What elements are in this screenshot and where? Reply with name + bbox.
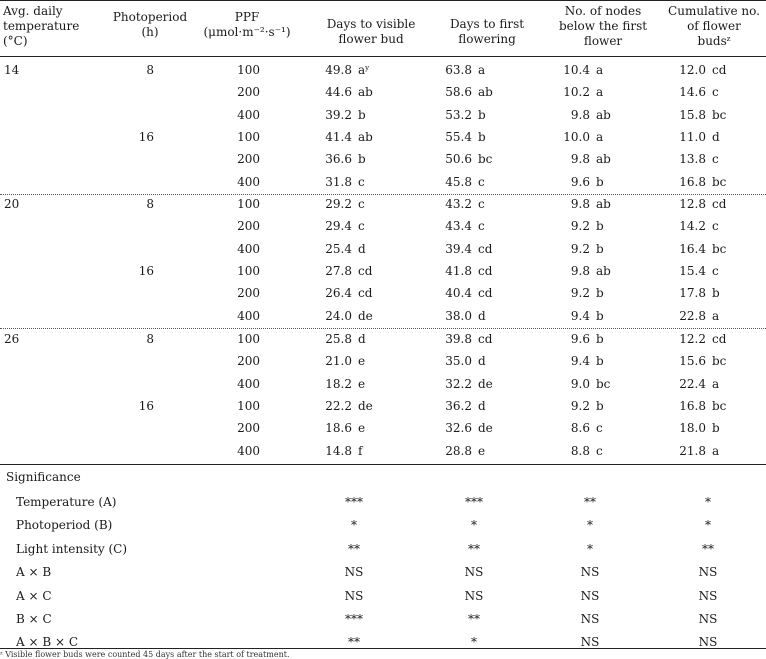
significance-factor-label: A × C	[16, 588, 52, 603]
cumulative-buds-letter: c	[712, 263, 719, 278]
days-first-flowering-value: 53.2	[445, 107, 472, 122]
cumulative-buds-value: 15.6	[679, 354, 706, 369]
ppf-cell: 100	[237, 197, 260, 211]
bottom-rule	[0, 648, 766, 649]
table-row	[0, 263, 766, 281]
days-visible-bud-letter: cd	[358, 286, 373, 301]
nodes-letter: b	[596, 354, 604, 369]
days-visible-bud-value: 29.4	[325, 219, 352, 234]
nodes-value: 9.8	[570, 152, 590, 167]
header-ppf	[192, 10, 302, 40]
table-row	[0, 129, 766, 147]
days-visible-bud-letter: e	[358, 421, 366, 436]
significance-cumulative-buds: *	[705, 518, 711, 533]
significance-factor-label: Light intensity (C)	[16, 541, 128, 556]
header-days-visible-bud	[316, 17, 426, 47]
nodes-value: 9.2	[570, 241, 590, 256]
ppf-cell: 100	[237, 263, 260, 278]
days-first-flowering-value: 58.6	[445, 85, 472, 100]
top-rule	[0, 0, 766, 1]
nodes-value: 9.4	[570, 308, 590, 323]
days-visible-bud-letter: d	[358, 332, 366, 346]
nodes-letter: b	[596, 241, 604, 256]
days-first-flowering-letter: de	[478, 421, 493, 436]
cumulative-buds-value: 12.2	[679, 332, 706, 346]
table-row	[0, 218, 766, 236]
ppf-cell: 400	[237, 443, 260, 458]
table-row	[0, 151, 766, 169]
ppf-cell: 400	[237, 308, 260, 323]
days-visible-bud-letter: e	[358, 376, 366, 391]
days-first-flowering-letter: a	[478, 63, 486, 77]
significance-nodes: NS	[580, 612, 600, 626]
cumulative-buds-letter: a	[712, 376, 720, 391]
footnote: ᶻ Visible flower buds were counted 45 days after the start of treatment.	[0, 650, 290, 659]
nodes-value: 9.2	[570, 219, 590, 234]
days-visible-bud-letter: c	[358, 219, 365, 234]
days-first-flowering-letter: c	[478, 219, 485, 234]
ppf-cell: 400	[237, 174, 260, 189]
nodes-letter: a	[596, 85, 604, 100]
days-first-flowering-value: 39.4	[445, 241, 472, 256]
table-row	[0, 62, 766, 80]
nodes-value: 9.4	[570, 354, 590, 369]
footnote-marker: z	[726, 35, 731, 43]
photoperiod-cell: 8	[146, 197, 154, 211]
days-first-flowering-value: 50.6	[445, 152, 472, 167]
days-visible-bud-letter: ab	[358, 129, 373, 144]
days-first-flowering-value: 32.6	[445, 421, 472, 436]
header-temperature-line: Avg. daily	[3, 4, 63, 18]
significance-nodes: **	[584, 495, 596, 509]
cumulative-buds-letter: cd	[712, 197, 727, 211]
significance-cumulative-buds: **	[702, 541, 714, 556]
table-row	[0, 376, 766, 394]
significance-days-first-flowering: **	[468, 612, 480, 626]
footnote-marker: y	[365, 64, 370, 72]
table-row	[0, 241, 766, 259]
ppf-cell: 100	[237, 332, 260, 346]
significance-days-visible-bud: *	[351, 518, 357, 533]
ppf-cell: 100	[237, 63, 260, 77]
nodes-value: 9.6	[570, 332, 590, 346]
table-row	[0, 443, 766, 461]
cumulative-buds-letter: bc	[712, 174, 727, 189]
header-photoperiod-line: (h)	[141, 25, 159, 39]
days-first-flowering-value: 28.8	[445, 443, 472, 458]
header-cumulative-buds-line: of flower	[687, 19, 741, 33]
header-temperature-line: temperature	[3, 19, 80, 33]
days-first-flowering-value: 43.4	[445, 219, 472, 234]
days-visible-bud-value: 24.0	[325, 308, 352, 323]
temperature-cell: 20	[4, 197, 20, 211]
header-nodes-line: below the first	[558, 19, 648, 33]
header-nodes-line: flower	[583, 34, 623, 48]
days-visible-bud-value: 21.0	[325, 354, 352, 369]
significance-nodes: NS	[580, 565, 600, 580]
table-row	[0, 353, 766, 371]
days-first-flowering-letter: bc	[478, 152, 493, 167]
days-visible-bud-value: 18.6	[325, 421, 352, 436]
significance-days-visible-bud: ***	[345, 612, 363, 626]
cumulative-buds-letter: b	[712, 286, 720, 301]
days-first-flowering-value: 55.4	[445, 129, 472, 144]
nodes-letter: a	[596, 129, 604, 144]
significance-cumulative-buds: NS	[698, 635, 718, 650]
significance-days-first-flowering: ***	[465, 495, 483, 509]
ppf-cell: 200	[237, 286, 260, 301]
days-visible-bud-value: 26.4	[325, 286, 352, 301]
days-first-flowering-letter: ab	[478, 85, 493, 100]
days-first-flowering-letter: cd	[478, 241, 493, 256]
temperature-cell: 14	[4, 63, 20, 77]
days-first-flowering-letter: c	[478, 197, 485, 211]
nodes-value: 9.8	[570, 197, 590, 211]
days-visible-bud-letter: b	[358, 152, 366, 167]
days-first-flowering-value: 38.0	[445, 308, 472, 323]
days-visible-bud-letter: e	[358, 354, 366, 369]
significance-factor-label: B × C	[16, 612, 52, 626]
cumulative-buds-value: 22.4	[679, 376, 706, 391]
nodes-letter: b	[596, 308, 604, 323]
days-visible-bud-value: 27.8	[325, 263, 352, 278]
significance-days-visible-bud: **	[348, 635, 360, 650]
days-first-flowering-letter: d	[478, 308, 486, 323]
nodes-letter: a	[596, 63, 604, 77]
days-first-flowering-letter: d	[478, 354, 486, 369]
header-days-first-flowering	[432, 17, 542, 47]
cumulative-buds-letter: cd	[712, 63, 727, 77]
days-first-flowering-letter: cd	[478, 332, 493, 346]
cumulative-buds-letter: bc	[712, 354, 727, 369]
significance-nodes: *	[587, 518, 593, 533]
significance-days-first-flowering: *	[471, 635, 477, 650]
cumulative-buds-letter: c	[712, 219, 719, 234]
days-first-flowering-value: 40.4	[445, 286, 472, 301]
ppf-cell: 200	[237, 219, 260, 234]
header-days-visible-bud-line: Days to visible	[326, 17, 416, 31]
days-first-flowering-letter: e	[478, 443, 486, 458]
header-temperature-line: (°C)	[3, 34, 28, 48]
nodes-letter: ab	[596, 152, 611, 167]
significance-nodes: NS	[580, 635, 600, 650]
significance-days-visible-bud: NS	[344, 565, 364, 580]
significance-factor-label: Temperature (A)	[16, 495, 117, 509]
header-ppf-line: (μmol·m⁻²·s⁻¹)	[203, 25, 291, 39]
significance-factor-label: A × B	[16, 565, 52, 580]
cumulative-buds-value: 16.4	[679, 241, 706, 256]
days-visible-bud-value: 25.8	[325, 332, 352, 346]
ppf-cell: 400	[237, 107, 260, 122]
nodes-letter: bc	[596, 376, 611, 391]
nodes-value: 9.2	[570, 286, 590, 301]
days-first-flowering-value: 41.8	[445, 263, 472, 278]
cumulative-buds-letter: c	[712, 85, 719, 100]
significance-cumulative-buds: NS	[698, 588, 718, 603]
header-cumulative-buds	[664, 4, 764, 49]
nodes-value: 9.0	[570, 376, 590, 391]
days-visible-bud-letter: c	[358, 174, 365, 189]
nodes-letter: c	[596, 443, 603, 458]
cumulative-buds-value: 11.0	[679, 129, 706, 144]
nodes-value: 8.6	[570, 421, 590, 436]
nodes-letter: b	[596, 174, 604, 189]
cumulative-buds-value: 16.8	[679, 398, 706, 413]
header-nodes	[548, 4, 658, 49]
nodes-value: 9.2	[570, 398, 590, 413]
table-row	[0, 174, 766, 192]
group-divider	[0, 194, 766, 195]
ppf-cell: 200	[237, 152, 260, 167]
nodes-value: 10.2	[563, 85, 590, 100]
significance-cumulative-buds: NS	[698, 612, 718, 626]
cumulative-buds-value: 12.8	[679, 197, 706, 211]
nodes-letter: b	[596, 398, 604, 413]
days-visible-bud-value: 18.2	[325, 376, 352, 391]
header-days-first-flowering-line: Days to first	[449, 17, 525, 31]
header-cumulative-buds-line: buds$^z$	[697, 34, 731, 48]
header-days-first-flowering-line: flowering	[458, 32, 516, 46]
days-visible-bud-value: 22.2	[325, 398, 352, 413]
table-row	[0, 331, 766, 349]
nodes-value: 9.8	[570, 263, 590, 278]
photoperiod-cell: 16	[138, 263, 154, 278]
nodes-letter: ab	[596, 197, 611, 211]
days-first-flowering-letter: b	[478, 129, 486, 144]
nodes-value: 10.4	[563, 63, 590, 77]
ppf-cell: 100	[237, 398, 260, 413]
nodes-letter: b	[596, 286, 604, 301]
significance-factor-label: A × B × C	[16, 635, 79, 650]
nodes-letter: b	[596, 332, 604, 346]
cumulative-buds-value: 14.6	[679, 85, 706, 100]
photoperiod-cell: 16	[138, 129, 154, 144]
significance-nodes: NS	[580, 588, 600, 603]
days-first-flowering-letter: cd	[478, 263, 493, 278]
days-first-flowering-value: 32.2	[445, 376, 472, 391]
cumulative-buds-value: 15.4	[679, 263, 706, 278]
table-row	[0, 398, 766, 416]
cumulative-buds-letter: bc	[712, 107, 727, 122]
photoperiod-cell: 8	[146, 332, 154, 346]
cumulative-buds-value: 22.8	[679, 308, 706, 323]
temperature-cell: 26	[4, 332, 20, 346]
cumulative-buds-value: 18.0	[679, 421, 706, 436]
days-visible-bud-value: 44.6	[325, 85, 352, 100]
days-visible-bud-letter: b	[358, 107, 366, 122]
photoperiod-cell: 8	[146, 63, 154, 77]
ppf-cell: 100	[237, 129, 260, 144]
table-row	[0, 308, 766, 326]
days-first-flowering-letter: b	[478, 107, 486, 122]
significance-days-visible-bud: ***	[345, 495, 363, 509]
header-photoperiod	[100, 10, 200, 40]
nodes-letter: ab	[596, 263, 611, 278]
days-visible-bud-letter: ab	[358, 85, 373, 100]
nodes-letter: ab	[596, 107, 611, 122]
header-nodes-line: No. of nodes	[564, 4, 642, 18]
nodes-value: 8.8	[570, 443, 590, 458]
table-row	[0, 84, 766, 102]
cumulative-buds-letter: bc	[712, 398, 727, 413]
days-visible-bud-value: 25.4	[325, 241, 352, 256]
days-visible-bud-letter: cd	[358, 263, 373, 278]
ppf-cell: 200	[237, 85, 260, 100]
ppf-cell: 400	[237, 241, 260, 256]
nodes-value: 10.0	[563, 129, 590, 144]
cumulative-buds-letter: b	[712, 421, 720, 436]
table-row	[0, 196, 766, 214]
cumulative-buds-value: 15.8	[679, 107, 706, 122]
days-visible-bud-value: 49.8	[325, 63, 352, 77]
cumulative-buds-value: 13.8	[679, 152, 706, 167]
days-visible-bud-value: 29.2	[325, 197, 352, 211]
significance-days-visible-bud: NS	[344, 588, 364, 603]
days-first-flowering-value: 39.8	[445, 332, 472, 346]
days-first-flowering-value: 43.2	[445, 197, 472, 211]
significance-title: Significance	[6, 470, 81, 484]
days-visible-bud-letter: $a^y$	[358, 63, 370, 77]
days-first-flowering-letter: d	[478, 398, 486, 413]
header-cumulative-buds-line: Cumulative no.	[668, 4, 760, 18]
significance-cumulative-buds: NS	[698, 565, 718, 580]
significance-nodes: *	[587, 541, 593, 556]
days-visible-bud-value: 36.6	[325, 152, 352, 167]
header-rule	[0, 56, 766, 57]
significance-rule	[0, 464, 766, 465]
header-photoperiod-line: Photoperiod	[112, 10, 188, 24]
header-ppf-line: PPF	[234, 10, 260, 24]
ppf-cell: 400	[237, 376, 260, 391]
cumulative-buds-letter: c	[712, 152, 719, 167]
significance-days-first-flowering: **	[468, 541, 480, 556]
days-visible-bud-letter: de	[358, 398, 373, 413]
days-first-flowering-letter: cd	[478, 286, 493, 301]
cumulative-buds-value: 16.8	[679, 174, 706, 189]
header-temperature	[3, 4, 103, 49]
cumulative-buds-letter: bc	[712, 241, 727, 256]
table-row	[0, 420, 766, 438]
significance-days-visible-bud: **	[348, 541, 360, 556]
days-visible-bud-value: 31.8	[325, 174, 352, 189]
cumulative-buds-value: 14.2	[679, 219, 706, 234]
significance-days-first-flowering: NS	[464, 565, 484, 580]
days-visible-bud-letter: c	[358, 197, 365, 211]
cumulative-buds-value: 12.0	[679, 63, 706, 77]
days-first-flowering-letter: de	[478, 376, 493, 391]
cumulative-buds-letter: a	[712, 443, 720, 458]
ppf-cell: 200	[237, 354, 260, 369]
ppf-cell: 200	[237, 421, 260, 436]
nodes-value: 9.6	[570, 174, 590, 189]
cumulative-buds-letter: a	[712, 308, 720, 323]
nodes-value: 9.8	[570, 107, 590, 122]
days-first-flowering-value: 63.8	[445, 63, 472, 77]
days-visible-bud-letter: d	[358, 241, 366, 256]
group-divider	[0, 328, 766, 329]
nodes-letter: c	[596, 421, 603, 436]
days-visible-bud-letter: de	[358, 308, 373, 323]
significance-cumulative-buds: *	[705, 495, 711, 509]
cumulative-buds-letter: cd	[712, 332, 727, 346]
table-row	[0, 285, 766, 303]
cumulative-buds-value: 17.8	[679, 286, 706, 301]
days-visible-bud-value: 39.2	[325, 107, 352, 122]
days-first-flowering-value: 45.8	[445, 174, 472, 189]
days-first-flowering-letter: c	[478, 174, 485, 189]
cumulative-buds-letter: d	[712, 129, 720, 144]
days-visible-bud-value: 41.4	[325, 129, 352, 144]
days-visible-bud-value: 14.8	[325, 443, 352, 458]
photoperiod-cell: 16	[138, 398, 154, 413]
days-first-flowering-value: 35.0	[445, 354, 472, 369]
days-first-flowering-value: 36.2	[445, 398, 472, 413]
nodes-letter: b	[596, 219, 604, 234]
days-visible-bud-letter: f	[358, 443, 363, 458]
significance-days-first-flowering: NS	[464, 588, 484, 603]
significance-factor-label: Photoperiod (B)	[16, 518, 113, 533]
significance-days-first-flowering: *	[471, 518, 477, 533]
table-row	[0, 107, 766, 125]
header-days-visible-bud-line: flower bud	[338, 32, 404, 46]
cumulative-buds-value: 21.8	[679, 443, 706, 458]
